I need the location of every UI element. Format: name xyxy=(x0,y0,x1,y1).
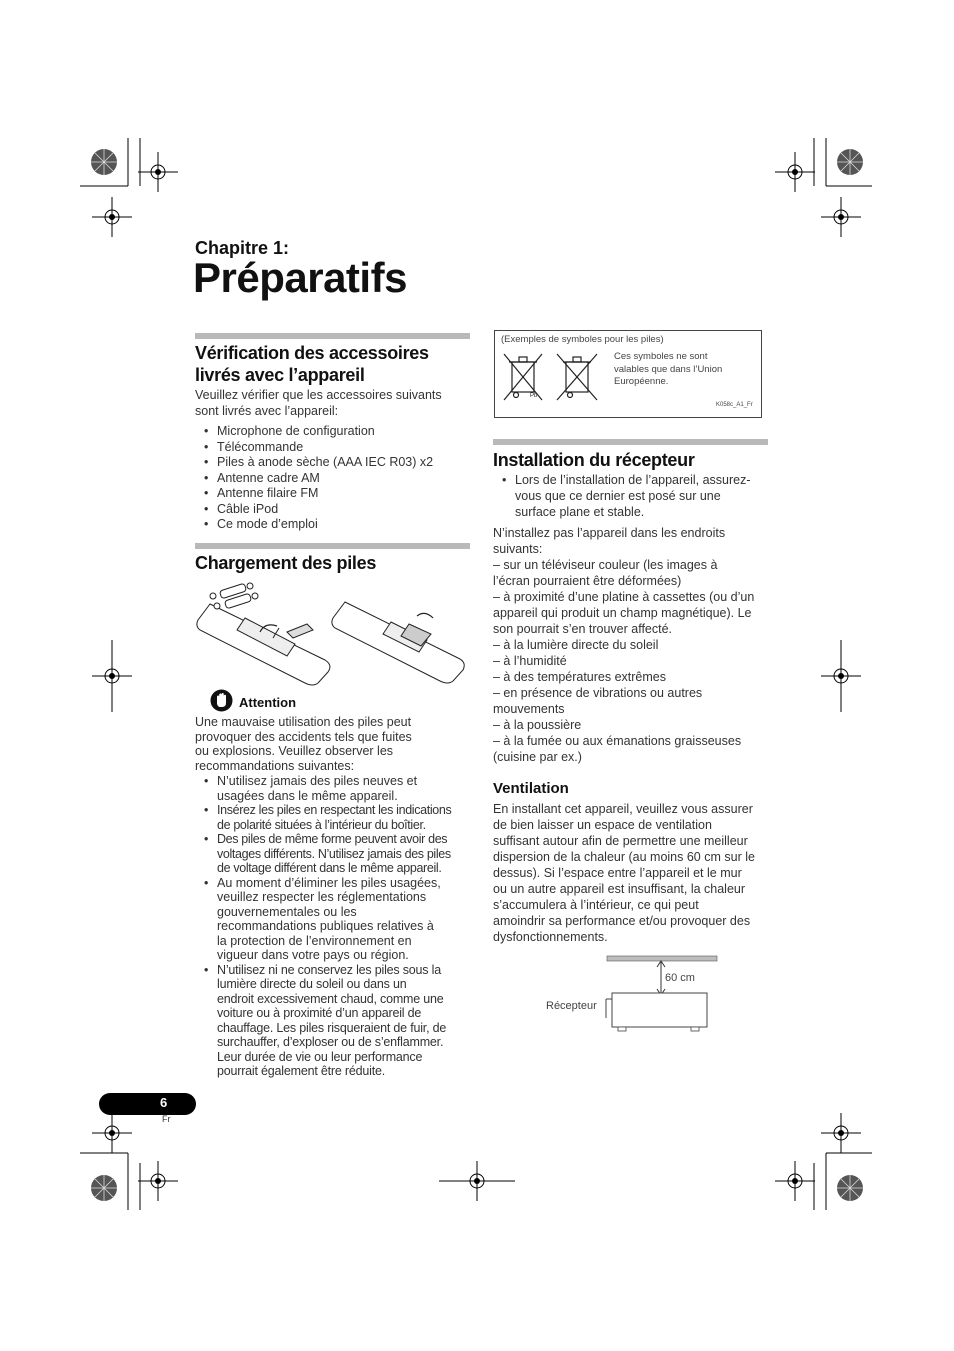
text-line: – à l’humidité xyxy=(493,654,567,668)
line: pourrait également être réduite. xyxy=(217,1064,386,1078)
line: voltages différents. N’utilisez jamais des piles xyxy=(217,846,451,861)
line: veuillez respecter les réglementations xyxy=(217,890,427,904)
batteries-precautions-list xyxy=(195,774,473,1079)
ventilation-clearance-diagram xyxy=(540,952,720,1034)
intro-line: recommandations suivantes: xyxy=(195,758,355,773)
line: usagées dans le même appareil. xyxy=(217,788,398,803)
line: surface plane et stable. xyxy=(515,505,645,519)
text-line: son pourrait s’en trouver affecté. xyxy=(493,622,673,636)
text-line: de bien laisser un espace de ventilation xyxy=(493,818,712,832)
text-line: – sur un téléviseur couleur (les images à xyxy=(493,558,718,572)
list-item xyxy=(195,803,473,832)
list-item xyxy=(493,472,773,520)
line: surchauffer, d’exploser ou de s’enflammer. xyxy=(217,1035,444,1049)
chapter-title: Préparatifs xyxy=(193,254,407,301)
text-line: mouvements xyxy=(493,702,565,716)
line: gouvernementales ou les xyxy=(217,904,357,919)
line: la protection de l’environnement en xyxy=(217,933,412,948)
text-line: – en présence de vibrations ou autres xyxy=(493,686,703,700)
list-item: • Télécommande xyxy=(195,440,470,456)
intro-line: provoquer des accidents tels que fuites xyxy=(195,729,412,744)
installation-title: Installation du récepteur xyxy=(493,450,695,470)
list-item: • Antenne cadre AM xyxy=(195,471,470,487)
list-item: • Piles à anode sèche (AAA IEC R03) x2 xyxy=(195,455,470,471)
text-line: En installant cet appareil, veuillez vous assurer xyxy=(493,802,753,816)
list-item xyxy=(195,774,473,803)
line: chauffage. Les piles risqueraient de fuir, de xyxy=(217,1020,447,1035)
line: de voltage différent dans le même appareil. xyxy=(217,861,442,875)
list-item: • Câble iPod xyxy=(195,502,470,518)
text-line: s’accumulera à l’intérieur, ce qui peut xyxy=(493,898,699,912)
line: • N’utilisez ni ne conservez les piles sous la xyxy=(217,962,441,977)
text-line: ou un autre appareil est insuffisant, la chaleur xyxy=(493,882,746,896)
chapter-label: Chapitre 1: xyxy=(195,238,290,258)
page-language: Fr xyxy=(162,1114,171,1124)
text-line: suffisant autour afin de permettre une meilleur xyxy=(493,834,748,848)
list-item xyxy=(195,876,473,963)
receiver-label: Récepteur xyxy=(546,1000,597,1012)
installation-locations xyxy=(493,525,773,765)
text-line: dessus). Si l’espace entre l’appareil et le mur xyxy=(493,866,742,880)
text-line: (cuisine par ex.) xyxy=(493,750,582,764)
line: de polarité situées à l’intérieur du boîtier. xyxy=(217,817,426,832)
section-rule xyxy=(195,333,470,339)
text-line: l’écran pourraient être déformées) xyxy=(493,574,682,588)
ventilation-title: Ventilation xyxy=(493,780,569,797)
list-item: • Ce mode d’emploi xyxy=(195,517,470,533)
caution-hand-icon xyxy=(210,689,233,712)
list-item xyxy=(195,963,473,1079)
symbols-caption: (Exemples de symboles pour les piles) xyxy=(501,334,664,345)
note-line: Européenne. xyxy=(614,376,669,387)
accessories-title xyxy=(195,342,429,386)
section-rule xyxy=(195,543,470,549)
intro-line: Une mauvaise utilisation des piles peut xyxy=(195,715,412,729)
list-item: • Antenne filaire FM xyxy=(195,486,470,502)
ventilation-text xyxy=(493,801,773,945)
page-number-tab xyxy=(99,1093,196,1115)
line: endroit excessivement chaud, comme une xyxy=(217,991,444,1006)
installation-bullet-list xyxy=(493,472,773,520)
batteries-title: Chargement des piles xyxy=(195,553,377,573)
page-number: 6 xyxy=(160,1095,168,1110)
text-line: – à la poussière xyxy=(493,718,582,732)
line: recommandations publiques relatives à xyxy=(217,919,434,933)
line: vous que ce dernier est posé sur une xyxy=(515,489,721,503)
line: vigueur dans votre pays ou région. xyxy=(217,948,409,962)
intro-line: ou explosions. Veuillez observer les xyxy=(195,744,394,758)
line: Leur durée de vie ou leur performance xyxy=(217,1049,423,1064)
list-item xyxy=(195,832,473,876)
line: • Des piles de même forme peuvent avoir des xyxy=(217,832,448,846)
text-line: – à la lumière directe du soleil xyxy=(493,638,659,652)
line: • Insérez les piles en respectant les indications xyxy=(217,803,452,817)
symbols-note xyxy=(614,351,722,389)
text-line: suivants: xyxy=(493,542,543,556)
note-line: Ces symboles ne sont xyxy=(614,351,708,362)
caution-label: Attention xyxy=(239,695,297,710)
intro-line: sont livrés avec l’appareil: xyxy=(195,403,339,418)
line: voiture ou à proximité d’un appareil de xyxy=(217,1006,422,1020)
text-line: – à des températures extrêmes xyxy=(493,670,666,684)
clearance-distance-label: 60 cm xyxy=(665,972,695,984)
text-line: N’installez pas l’appareil dans les endroits xyxy=(493,526,726,540)
text-line: dispersion de la chaleur (au moins 60 cm sur le xyxy=(493,850,755,864)
line: • Lors de l’installation de l’appareil, assurez- xyxy=(515,473,751,487)
svg-text:Pb: Pb xyxy=(530,393,538,399)
accessories-title-line: livrés avec l’appareil xyxy=(195,365,365,385)
line: • Au moment d’éliminer les piles usagées, xyxy=(217,875,441,890)
text-line: appareil qui produit un champ magnétique). Le xyxy=(493,606,752,620)
line: • N’utilisez jamais des piles neuves et xyxy=(217,774,418,788)
crossed-bin-icon xyxy=(500,350,600,402)
text-line: – à proximité d’une platine à cassettes (ou d’un xyxy=(493,590,755,604)
section-rule xyxy=(493,439,768,445)
symbols-code: K058c_A1_Fr xyxy=(716,402,753,408)
text-line: amoindrir sa performance et/ou provoquer des xyxy=(493,914,751,928)
line: lumière directe du soleil ou dans un xyxy=(217,977,407,991)
intro-line: Veuillez vérifier que les accessoires suivants xyxy=(195,388,442,402)
batteries-intro xyxy=(195,715,470,773)
text-line: – à la fumée ou aux émanations graisseuses xyxy=(493,734,742,748)
list-item: • Microphone de configuration xyxy=(195,424,470,440)
accessories-title-line: Vérification des accessoires xyxy=(195,343,429,363)
note-line: valables que dans l’Union xyxy=(614,363,723,375)
battery-insertion-illustration xyxy=(195,582,470,687)
text-line: dysfonctionnements. xyxy=(493,930,608,944)
accessories-list xyxy=(195,424,470,533)
accessories-intro xyxy=(195,388,470,419)
